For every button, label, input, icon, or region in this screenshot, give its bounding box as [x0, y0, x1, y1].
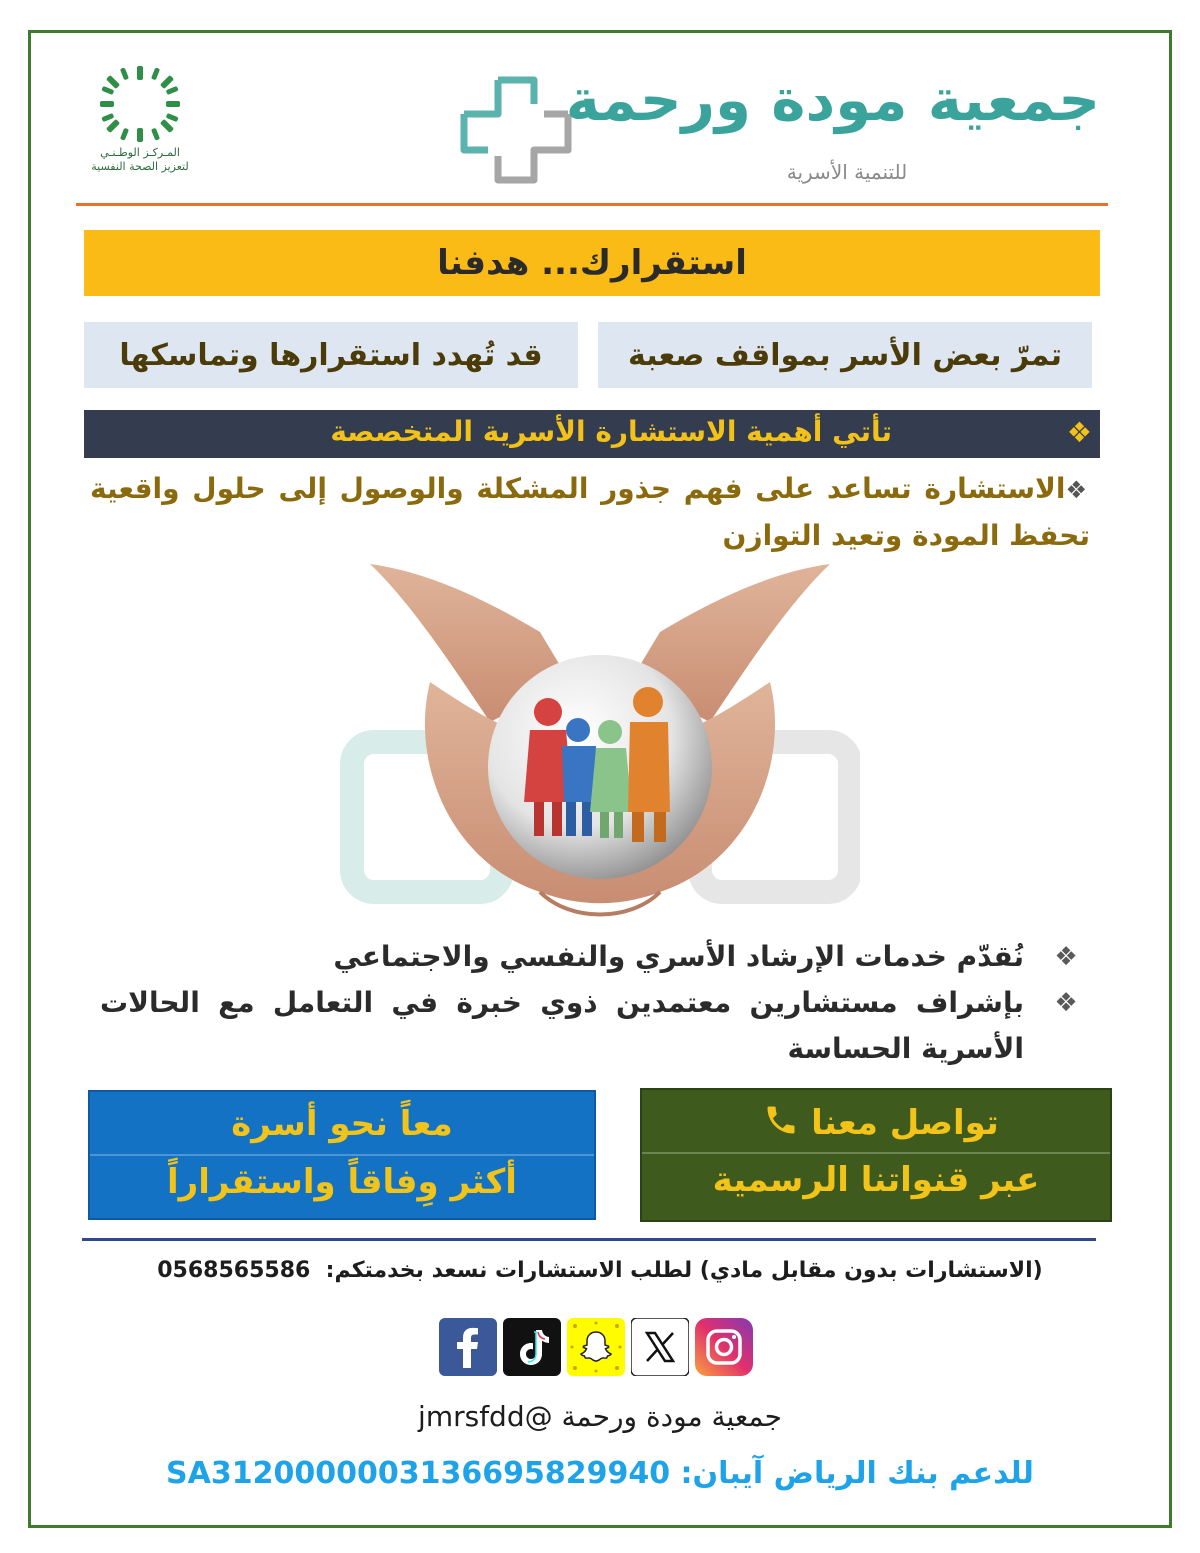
slogan-box: [88, 1090, 596, 1220]
ncmh-logo-icon: [100, 66, 180, 146]
tiktok-icon[interactable]: [502, 1318, 562, 1376]
slogan-line-1: معاً نحو أسرة: [231, 1104, 453, 1144]
section-title-bar: [84, 410, 1100, 458]
hands-family-illustration: [340, 562, 860, 932]
phone-number[interactable]: 0568565586: [157, 1258, 311, 1283]
org-logo-icon: [458, 74, 574, 190]
social-icons: [438, 1318, 754, 1376]
diamond-bullet-icon: ❖: [1054, 942, 1078, 972]
bank-iban: [150, 1456, 1050, 1491]
phone-icon: [763, 1102, 799, 1147]
list-item: ❖ نُقدّم خدمات الإرشاد الأسري والنفسي والاجتماعي: [100, 934, 1086, 980]
diamond-bullet-icon: ❖: [1066, 416, 1092, 449]
facebook-icon[interactable]: [438, 1318, 498, 1376]
footer-divider: [82, 1238, 1096, 1241]
slogan-line-2: أكثر وِفاقاً واستقراراً: [167, 1162, 517, 1202]
box-divider: [90, 1154, 594, 1156]
tagline-banner: استقرارك... هدفنا: [84, 230, 1100, 296]
social-handle: جمعية مودة ورحمة @jmrsfdd: [418, 1400, 782, 1433]
header-divider: [76, 203, 1108, 206]
instagram-icon[interactable]: [694, 1318, 754, 1376]
x-icon[interactable]: [630, 1318, 690, 1376]
diamond-bullet-icon: ❖: [1065, 476, 1090, 504]
consultation-paragraph: ❖الاستشارة تساعد على فهم جذور المشكلة والوصول إلى حلول واقعية تحفظ المودة وتعيد التوازن: [90, 472, 1090, 552]
box-divider: [642, 1152, 1110, 1154]
snapchat-icon[interactable]: [566, 1318, 626, 1376]
bank-label: للدعم بنك الرياض آيبان:: [680, 1456, 1034, 1491]
ncmh-name: المـركـز الوطـنـي لتعزيز الصحة النفسية: [91, 146, 189, 173]
contact-title: تواصل معنا: [642, 1102, 1110, 1147]
diamond-bullet-icon: ❖: [1054, 988, 1078, 1018]
iban-value: SA3120000003136695829940: [166, 1456, 671, 1491]
contact-subtitle: عبر قنواتنا الرسمية: [712, 1160, 1040, 1200]
org-name: جمعية مودة ورحمة: [565, 66, 1100, 134]
list-item: ❖ بإشراف مستشارين معتمدين ذوي خبرة في التعامل مع الحالات الأسرية الحساسة: [100, 980, 1086, 1072]
consultation-note: (الاستشارات بدون مقابل مادي) لطلب الاستشارات نسعد بخدمتكم: 0568565586: [157, 1258, 1043, 1283]
section-title: تأتي أهمية الاستشارة الأسرية المتخصصة: [330, 415, 892, 448]
contact-box: [640, 1088, 1112, 1222]
services-list: [100, 934, 1086, 1072]
org-subtitle: للتنمية الأسرية: [786, 160, 908, 184]
situation-pill-left: قد تُهدد استقرارها وتماسكها: [84, 322, 578, 388]
situation-pill-right: تمرّ بعض الأسر بمواقف صعبة: [598, 322, 1092, 388]
